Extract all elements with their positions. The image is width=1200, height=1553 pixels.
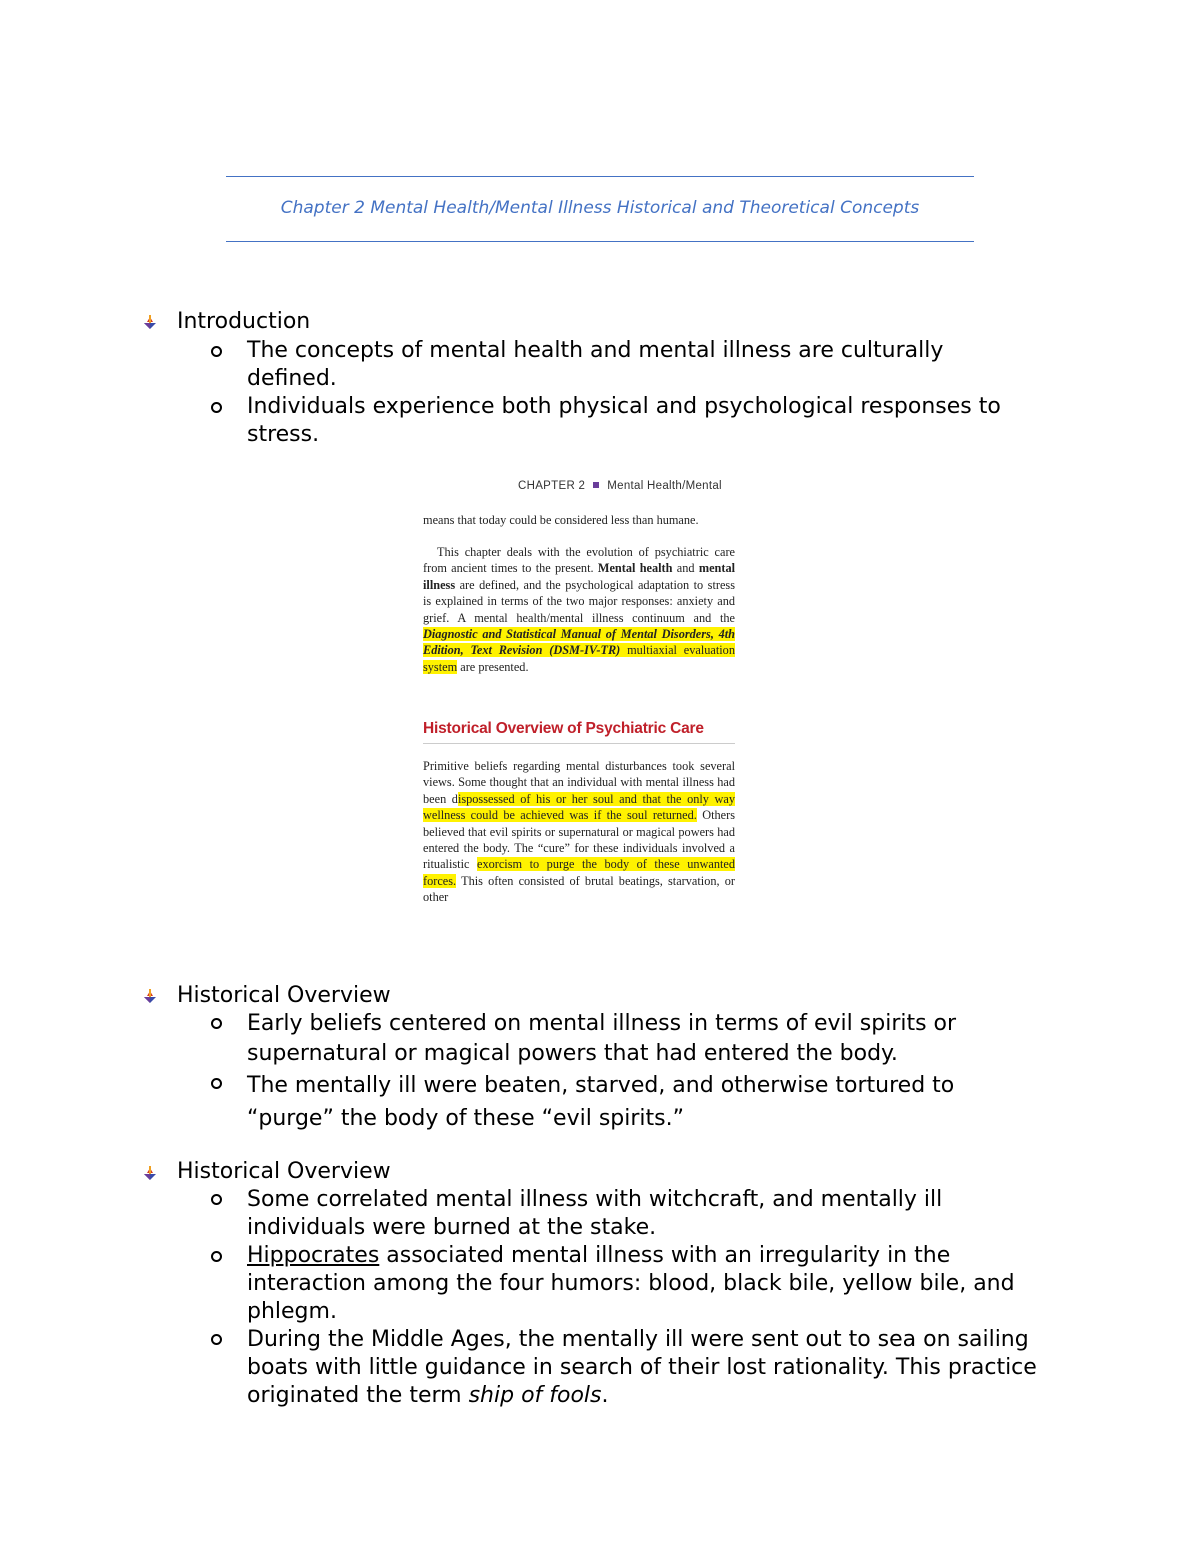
list-item: Early beliefs centered on mental illness in terms of evil spirits or supernatural or magical powers that had entered the body. xyxy=(247,1011,957,1066)
circle-bullet-icon xyxy=(211,1078,222,1089)
circle-bullet-icon xyxy=(211,1194,222,1205)
arrow-bullet-icon xyxy=(141,313,159,331)
section-heading-historical-overview-2: Historical Overview xyxy=(177,1159,391,1184)
list-item: During the Middle Ages, the mentally ill were sent out to sea on sailing boats with little guidance in search of their lost rationality. This practice originated the term ship of fools. xyxy=(247,1327,1037,1408)
list-item: The concepts of mental health and mental illness are culturally defined. xyxy=(247,338,944,391)
header-top-rule xyxy=(226,176,974,177)
circle-bullet-icon xyxy=(211,1018,222,1029)
textbook-crop-edge xyxy=(420,914,740,928)
textbook-chapter-label: CHAPTER 2 xyxy=(518,480,586,492)
textbook-chapter-title: Mental Health/Mental xyxy=(607,480,722,492)
textbook-paragraph-1: means that today could be considered less than humane. xyxy=(423,513,699,527)
list-item: The mentally ill were beaten, starved, and otherwise tortured to “purge” the body of these “evil spirits.” xyxy=(247,1073,955,1131)
list-item: Individuals experience both physical and psychological responses to stress. xyxy=(247,394,1001,447)
section-heading-historical-overview: Historical Overview xyxy=(177,983,391,1008)
textbook-paragraph-2: This chapter deals with the evolution of psychiatric care from ancient times to the present. Mental health and mental illness are defined, and the psychological adaptation to stress is explained in terms of the two major responses: anxiety and grief. A mental health/mental illness continuum and the Diagnostic and Statistical Manual of Mental Disorders, 4th Edition, Text Revision (DSM-IV-TR) multiaxial evaluation system are presented. xyxy=(423,545,736,674)
textbook-excerpt-image xyxy=(420,476,740,928)
circle-bullet-icon xyxy=(211,1251,222,1262)
textbook-running-header xyxy=(518,480,722,492)
page-header-title: Chapter 2 Mental Health/Mental Illness Historical and Theoretical Concepts xyxy=(280,198,920,218)
circle-bullet-icon xyxy=(211,1334,222,1345)
textbook-section-heading: Historical Overview of Psychiatric Care xyxy=(423,720,735,744)
hippocrates-link-text: Hippocrates xyxy=(247,1243,380,1268)
highlighted-text: exorcism to purge the body of these unwanted forces. xyxy=(423,857,735,888)
list-item: Hippocrates associated mental illness with an irregularity in the interaction among the four humors: blood, black bile, yellow bile, and phlegm. xyxy=(247,1243,1015,1324)
textbook-paragraph-3: Primitive beliefs regarding mental disturbances took several views. Some thought that an individual with mental illness had been dispossessed of his or her soul and that the only way wellness could be achieved was if the soul returned. Others believed that evil spirits or supernatural or magical powers had entered the body. The “cure” for these individuals involved a ritualistic exorcism to purge the body of these unwanted forces. This often consisted of brutal beatings, starvation, or other xyxy=(423,759,736,905)
section-heading-introduction: Introduction xyxy=(177,309,311,334)
highlighted-text: ispossessed of his or her soul and that the only way wellness could be achieved was if the soul returned. xyxy=(423,791,735,823)
arrow-bullet-icon xyxy=(141,987,159,1005)
list-item: Some correlated mental illness with witchcraft, and mentally ill individuals were burned at the stake. xyxy=(247,1187,943,1240)
square-divider-icon xyxy=(593,482,599,488)
ship-of-fools-term: ship of fools xyxy=(468,1383,602,1408)
circle-bullet-icon xyxy=(211,402,222,413)
highlighted-text: multiaxial evaluation system xyxy=(423,643,735,674)
circle-bullet-icon xyxy=(211,346,222,357)
header-bottom-rule xyxy=(226,241,974,242)
arrow-bullet-icon xyxy=(141,1164,159,1182)
highlighted-text: Diagnostic and Statistical Manual of Mental Disorders, 4th Edition, Text Revision (DSM-IV-TR) xyxy=(423,627,735,658)
